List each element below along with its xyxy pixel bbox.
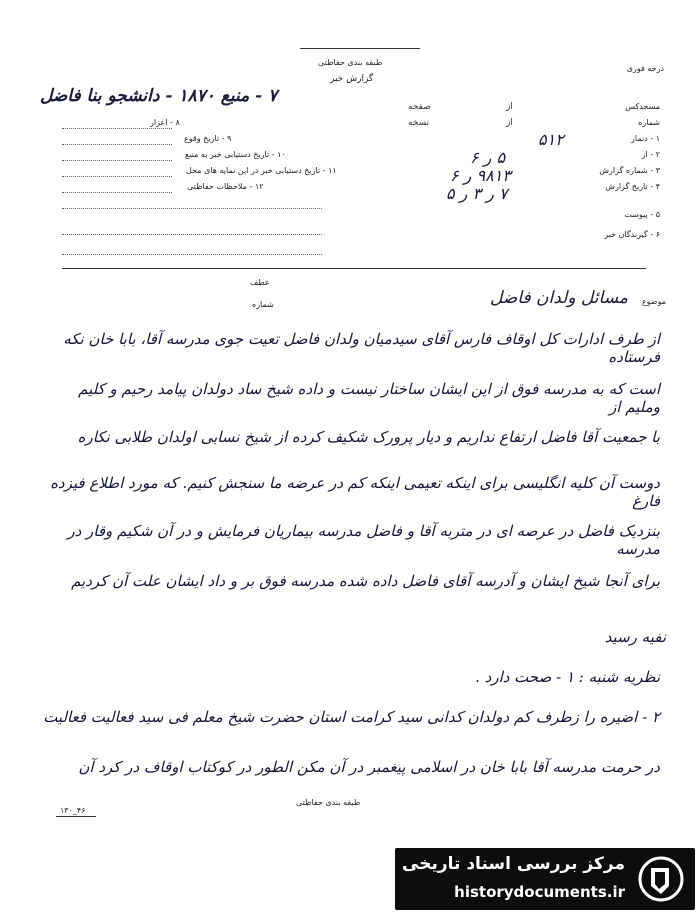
field-marker: نسخه bbox=[408, 118, 430, 128]
dotted-line bbox=[62, 128, 172, 129]
field-marker: از bbox=[506, 102, 513, 112]
body-line: بنزدیک فاضل در عرصه ای در متربه آقا و فاضل مدرسه بیماریان فرمایش و در آن شکیم وقار در مدرسه bbox=[67, 522, 660, 558]
watermark-url: historydocuments.ir bbox=[454, 883, 625, 901]
report-date-value: ۷ ر ۳ ر ۵ bbox=[446, 184, 508, 203]
right-field-row: مسجدکس bbox=[625, 102, 660, 111]
dotted-line bbox=[62, 160, 172, 161]
left-field-row: ۸ - اعزار bbox=[150, 118, 180, 127]
right-field-row: ۶ - گیرندگان خبر bbox=[604, 230, 660, 239]
top-divider bbox=[300, 48, 420, 49]
from-value: ۵ ر ۶ bbox=[470, 148, 506, 167]
field-marker: صفحه bbox=[408, 102, 431, 112]
right-field-row: ۴ - تاریخ گزارش bbox=[605, 182, 660, 191]
shomare-label: شماره bbox=[252, 300, 274, 309]
report-title: گزارش خبر bbox=[330, 74, 374, 84]
security-classification-bottom: طبقه بندی حفاظتی bbox=[296, 798, 361, 807]
document-center-logo-icon bbox=[637, 856, 685, 902]
body-line: در حرمت مدرسه آقا بابا خان در اسلامی پیغمبر در آن مکن الطور در کوکتاب اوقاف در کرد آن bbox=[78, 758, 660, 776]
body-line: برای آنجا شیخ ایشان و آدرسه آقای فاضل داده شده مدرسه فوق بر و داد ایشان علت آن کردیم bbox=[71, 572, 660, 590]
left-field-row: ۱۲ - ملاحظات حفاظتی bbox=[187, 182, 264, 191]
dotted-line bbox=[62, 192, 172, 193]
header-divider bbox=[62, 268, 646, 269]
document-code: ۴۶_۱۳۰ bbox=[60, 806, 86, 815]
body-line: از طرف ادارات کل اوقاف فارس آقای سیدمیان ولدان فاضل تعیت جوی مدرسه آقا، بابا خان نکه فرستاده bbox=[63, 330, 660, 366]
left-field-row: ۱۰ - تاریخ دستیابی خبر به منبع bbox=[185, 150, 286, 159]
field-marker: از bbox=[506, 118, 513, 128]
body-line: با جمعیت آقا فاضل ارتفاع نداریم و دیار پرورک شکیف کرده از شیخ نسابی اولدان طلابی نکاره bbox=[77, 428, 660, 446]
number-value: ۵۱۲ bbox=[538, 130, 564, 149]
right-field-row: ۱ - دنمار bbox=[631, 134, 660, 143]
body-line: است که به مدرسه فوق از این ایشان ساختار نیست و داده شیخ ساد دولدان پیامد رحیم و کلیم وملیم از bbox=[78, 380, 660, 416]
dotted-line bbox=[62, 144, 172, 145]
body-line: نفیه رسید bbox=[604, 628, 666, 646]
body-line: دوست آن کلیه انگلیسی برای اینکه تعیمی اینکه کم در عرضه ما سنجش کنیم. که مورد اطلاع فیزده فارغ bbox=[50, 474, 660, 510]
body-line: نظریه شنبه : ۱ - صحت دارد . bbox=[475, 668, 660, 686]
subject-label: موضوع bbox=[641, 297, 666, 306]
body-line: ۲ - اضیره را زطرف کم دولدان کدانی سید کرامت استان حضرت شیخ معلم فی سید فعالیت فعالیت bbox=[43, 708, 660, 726]
source-handwritten: ۷ - منبع ۱۸۷۰ - دانشجو بنا فاضل bbox=[40, 86, 278, 106]
subject-value: مسائل ولدان فاضل bbox=[489, 288, 628, 308]
right-field-row: ۲ - از bbox=[641, 150, 660, 159]
security-classification-top: طبقه بندی حفاظتی bbox=[318, 58, 383, 67]
dotted-line bbox=[62, 254, 322, 255]
dotted-line bbox=[62, 234, 322, 235]
watermark-banner bbox=[395, 848, 695, 910]
right-field-row: ۵ - پیوست bbox=[624, 210, 660, 219]
right-field-row: شماره bbox=[638, 118, 660, 127]
dotted-line bbox=[62, 176, 172, 177]
code-underline bbox=[56, 816, 96, 817]
atf-label: عطف bbox=[250, 278, 270, 287]
report-number-value: ۹۸۱۳ ر ۶ bbox=[450, 166, 511, 185]
priority-label: درجه فوری bbox=[626, 64, 664, 73]
left-field-row: ۱۱ - تاریخ دستیابی خبر در این نمایه های محل bbox=[186, 166, 337, 175]
dotted-line bbox=[62, 208, 322, 209]
left-field-row: ۹ - تاریخ وقوع bbox=[184, 134, 232, 143]
right-field-row: ۳ - شماره گزارش bbox=[599, 166, 660, 175]
watermark-title: مرکز بررسی اسناد تاریخی bbox=[402, 854, 625, 874]
